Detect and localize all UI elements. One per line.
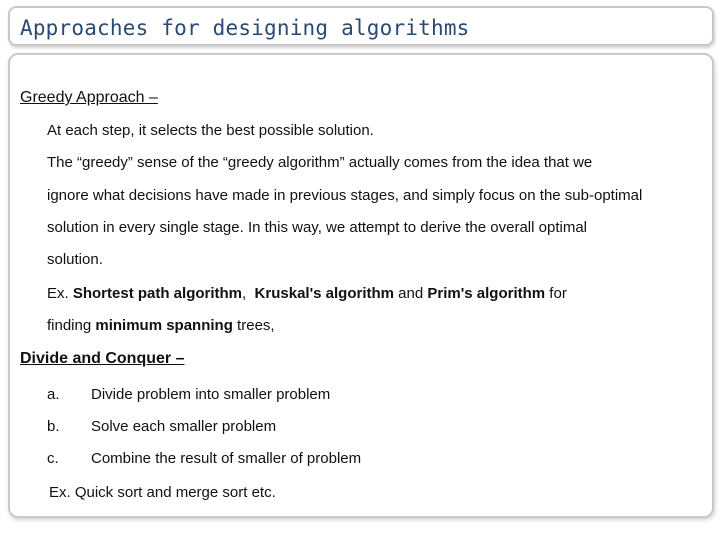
term-prim: Prim's algorithm [427,285,546,302]
example-line2-suffix: trees, [232,317,275,334]
divide-example: Ex. Quick sort and merge sort etc. [49,484,276,501]
step-text-c: Combine the result of smaller of problem [91,450,362,467]
example-sep-1: , [242,285,255,302]
example-suffix: for [545,285,567,302]
step-text-a: Divide problem into smaller problem [91,386,331,403]
slide-title: Approaches for designing algorithms [20,16,470,40]
step-letter-b: b. [47,418,60,435]
example-sep-2: and [394,285,428,302]
divide-heading: Divide and Conquer – [20,350,185,367]
greedy-line-1: At each step, it selects the best possible solution. [47,122,374,139]
greedy-line-4: solution in every single stage. In this way, we attempt to derive the overall optimal [47,219,587,236]
greedy-example-line-1 [47,285,567,302]
greedy-line-2: The “greedy” sense of the “greedy algorithm” actually comes from the idea that we [47,154,593,171]
title-box [8,6,714,46]
step-letter-a: a. [47,386,60,403]
step-text-b: Solve each smaller problem [91,418,277,435]
greedy-heading: Greedy Approach – [20,89,158,106]
term-kruskal: Kruskal's algorithm [254,285,394,302]
greedy-line-3: ignore what decisions have made in previous stages, and simply focus on the sub-optimal [47,187,643,204]
step-letter-c: c. [47,450,59,467]
greedy-example-line-2 [47,317,275,334]
term-shortest-path: Shortest path algorithm [72,285,243,302]
example-line2-prefix: finding [47,317,96,334]
example-prefix: Ex. [47,285,73,302]
greedy-line-5: solution. [47,251,103,268]
term-minimum-spanning: minimum spanning [95,317,233,334]
